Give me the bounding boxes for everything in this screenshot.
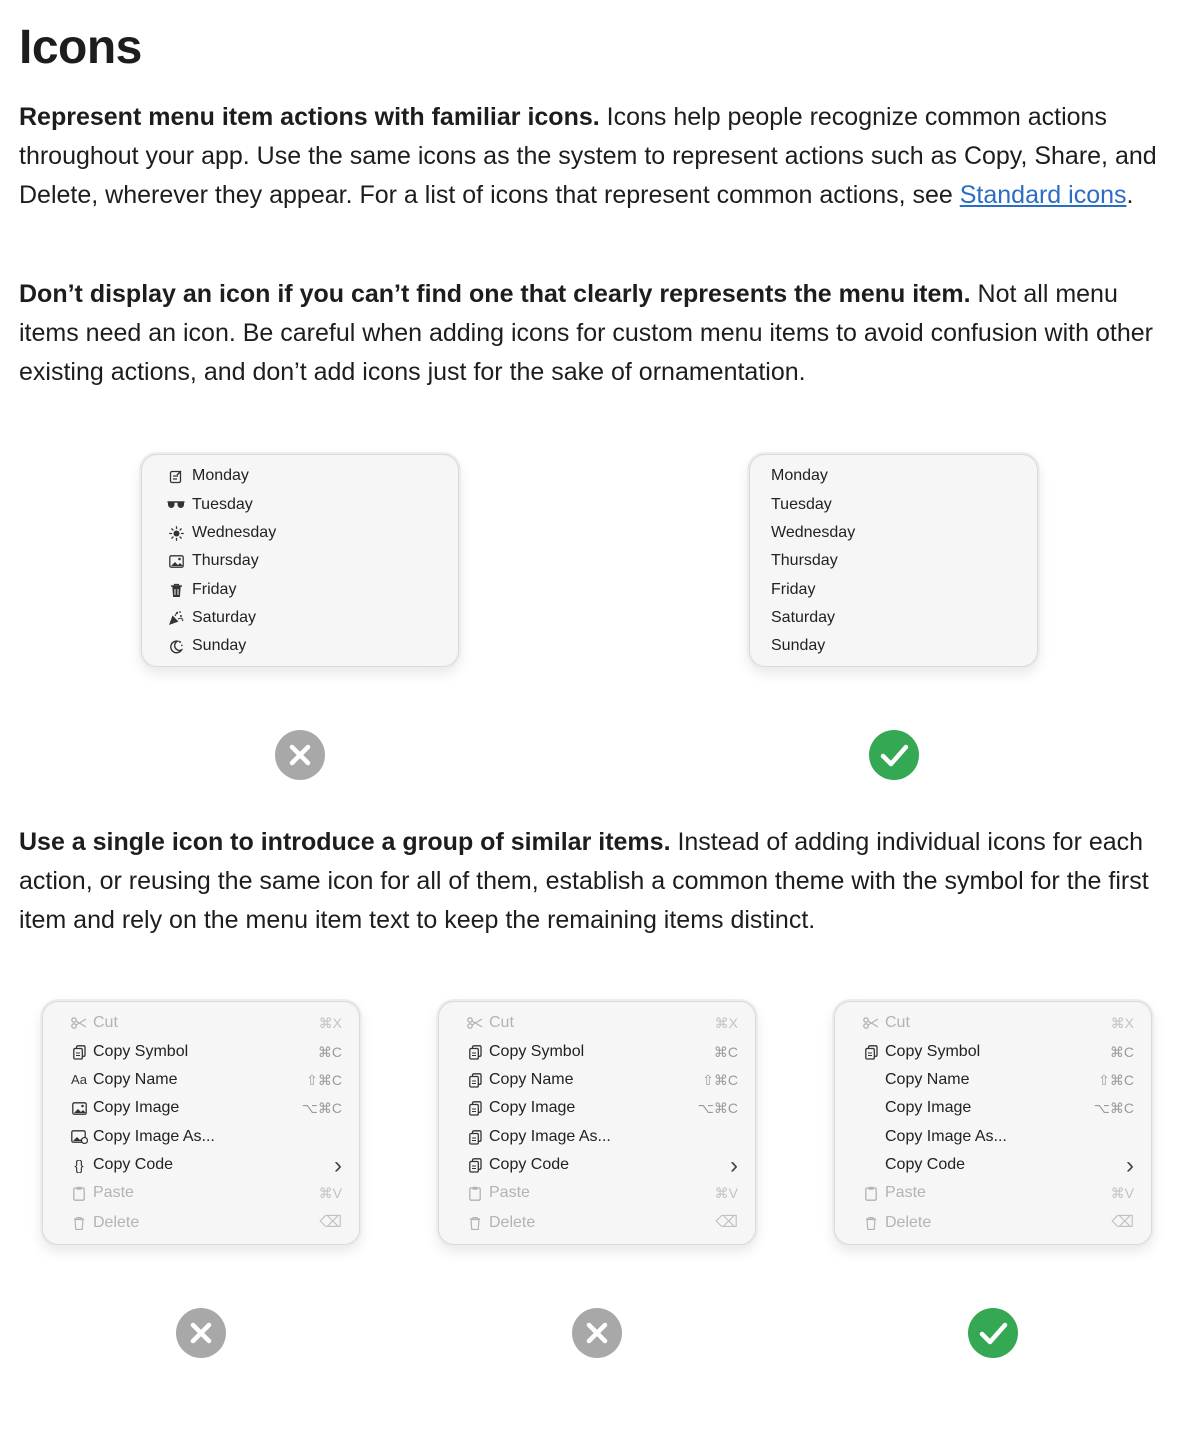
menu-item-label: Saturday [192,609,257,626]
keyboard-shortcut: ⌘V [714,1185,738,1201]
standard-icons-link[interactable]: Standard icons [959,181,1127,209]
menu-item-copy-code[interactable] [439,1151,755,1179]
menu-item-copy-image[interactable] [835,1094,1151,1122]
paragraph-familiar-icons [19,98,1181,215]
menu-item-copy-image-as[interactable] [835,1123,1151,1151]
menu-item-label: Copy Image [489,1099,576,1116]
menu-item-label: Copy Image As... [885,1128,1007,1145]
menu-item-label: Copy Symbol [885,1043,981,1060]
copy-doc-icon [70,1038,88,1066]
menu-item-label: Delete [885,1214,932,1231]
menu-item-paste[interactable] [43,1179,359,1207]
menu-item-label: Friday [771,581,816,598]
menu-item-thursday[interactable] [750,547,1037,575]
menu-item-thursday[interactable] [142,547,458,575]
menu-item-tuesday[interactable] [750,491,1037,519]
menu-item-label: Copy Symbol [93,1043,189,1060]
paragraph-lead: Use a single icon to introduce a group of similar items. [19,828,671,856]
menu-item-label: Copy Image [93,1099,180,1116]
x-mark-icon [176,1308,226,1358]
menu-item-cut[interactable] [43,1009,359,1037]
copy-menu-repeated-icon [438,1001,756,1245]
menu-item-friday[interactable] [750,576,1037,604]
days-menu-with-icons [141,454,459,667]
moon-icon [167,632,185,660]
keyboard-shortcut: ⌥⌘C [301,1100,342,1116]
menu-item-label: Copy Code [885,1156,966,1173]
menu-item-label: Wednesday [192,524,277,541]
trash-icon [466,1209,484,1237]
note-icon [167,462,185,490]
menu-item-copy-name[interactable] [439,1066,755,1094]
paragraph-end: . [1126,181,1134,209]
copy-doc-icon [466,1123,484,1151]
menu-item-wednesday[interactable] [142,519,458,547]
menu-item-copy-symbol[interactable] [835,1038,1151,1066]
menu-item-label: Tuesday [192,496,253,513]
menu-item-copy-image-as[interactable] [439,1123,755,1151]
keyboard-shortcut: ⌥⌘C [1093,1100,1134,1116]
text-aa-icon: Aa [71,1072,87,1087]
scissors-icon [70,1009,88,1037]
menu-item-label: Copy Code [489,1156,570,1173]
menu-item-label: Copy Name [885,1071,970,1088]
menu-item-paste[interactable] [439,1179,755,1207]
scissors-icon [466,1009,484,1037]
page-title: Icons [19,21,142,74]
trash-icon [862,1209,880,1237]
photo-badge-icon [70,1123,88,1151]
paragraph-no-icon [19,275,1181,392]
menu-item-label: Paste [489,1184,530,1201]
checkmark-icon [869,730,919,780]
submenu-chevron-icon: › [334,1152,342,1179]
clipboard-icon [862,1179,880,1207]
menu-item-delete[interactable] [835,1209,1151,1237]
submenu-chevron-icon: › [730,1152,738,1179]
menu-item-label: Delete [93,1214,140,1231]
x-mark-icon [275,730,325,780]
delete-key-shortcut: ⌫ [715,1214,738,1231]
menu-item-paste[interactable] [835,1179,1151,1207]
party-popper-icon [167,604,185,632]
menu-item-label: Friday [192,581,237,598]
paragraph-body: Not all menu items need an icon. Be careful when adding icons for custom menu items to avoid confusion with other existing actions, and don’t add icons just for the sake of ornamentation. [19,280,1153,386]
copy-doc-icon [466,1038,484,1066]
paragraph-lead: Represent menu item actions with familiar icons. [19,103,600,131]
copy-menu-individual-icons [42,1001,360,1245]
menu-item-label: Copy Symbol [489,1043,585,1060]
correct-badge [869,730,919,780]
menu-item-label: Paste [885,1184,926,1201]
submenu-chevron-icon: › [1126,1152,1134,1179]
copy-doc-icon [862,1038,880,1066]
menu-item-label: Saturday [771,609,836,626]
menu-item-label: Paste [93,1184,134,1201]
menu-item-label: Sunday [771,637,826,654]
menu-item-copy-symbol[interactable] [439,1038,755,1066]
menu-item-friday[interactable] [142,576,458,604]
menu-item-monday[interactable] [142,462,458,490]
menu-item-delete[interactable] [439,1209,755,1237]
menu-item-saturday[interactable] [142,604,458,632]
menu-item-label: Copy Name [93,1071,178,1088]
menu-item-copy-code[interactable] [43,1151,359,1179]
menu-item-label: Copy Name [489,1071,574,1088]
menu-item-label: Monday [192,467,249,484]
clipboard-icon [70,1179,88,1207]
trash-icon [167,576,185,604]
menu-item-label: Copy Image As... [93,1128,215,1145]
keyboard-shortcut: ⌘C [1109,1044,1134,1060]
delete-key-shortcut: ⌫ [319,1214,342,1231]
incorrect-badge [275,730,325,780]
menu-item-copy-image[interactable] [43,1094,359,1122]
delete-key-shortcut: ⌫ [1111,1214,1134,1231]
menu-item-label: Wednesday [771,524,856,541]
menu-item-label: Monday [771,467,828,484]
keyboard-shortcut: ⌘X [1110,1015,1134,1031]
keyboard-shortcut: ⇧⌘C [1098,1072,1134,1088]
menu-item-label: Cut [885,1014,910,1031]
menu-item-copy-image-as[interactable] [43,1123,359,1151]
copy-doc-icon [466,1151,484,1179]
paragraph-body: Instead of adding individual icons for each action, or reusing the same icon for all of them, establish a common theme with the symbol for the first item and rely on the menu item text to keep the remaining items distinct. [19,828,1149,934]
keyboard-shortcut: ⇧⌘C [702,1072,738,1088]
keyboard-shortcut: ⌥⌘C [697,1100,738,1116]
keyboard-shortcut: ⌘X [318,1015,342,1031]
clipboard-icon [466,1179,484,1207]
menu-item-tuesday[interactable] [142,491,458,519]
menu-item-sunday[interactable] [750,632,1037,660]
incorrect-badge [572,1308,622,1358]
keyboard-shortcut: ⌘C [317,1044,342,1060]
x-mark-icon [572,1308,622,1358]
keyboard-shortcut: ⌘C [713,1044,738,1060]
menu-item-delete[interactable] [43,1209,359,1237]
menu-item-copy-code[interactable] [835,1151,1151,1179]
menu-item-label: Cut [489,1014,514,1031]
photo-icon [167,547,185,575]
keyboard-shortcut: ⌘V [318,1185,342,1201]
menu-item-label: Copy Image As... [489,1128,611,1145]
menu-item-label: Copy Code [93,1156,174,1173]
copy-doc-icon [466,1094,484,1122]
menu-item-saturday[interactable] [750,604,1037,632]
sunglasses-icon [167,491,185,519]
braces-icon: {} [74,1157,84,1173]
scissors-icon [862,1009,880,1037]
keyboard-shortcut: ⇧⌘C [306,1072,342,1088]
keyboard-shortcut: ⌘V [1110,1185,1134,1201]
menu-item-copy-name[interactable] [43,1066,359,1094]
paragraph-lead: Don’t display an icon if you can’t find one that clearly represents the menu item. [19,280,971,308]
checkmark-icon [968,1308,1018,1358]
menu-item-wednesday[interactable] [750,519,1037,547]
copy-doc-icon [466,1066,484,1094]
menu-item-copy-name[interactable] [835,1066,1151,1094]
menu-item-label: Tuesday [771,496,832,513]
menu-item-copy-image[interactable] [439,1094,755,1122]
menu-item-monday[interactable] [750,462,1037,490]
menu-item-label: Thursday [192,552,259,569]
menu-item-copy-symbol[interactable] [43,1038,359,1066]
sun-icon [167,519,185,547]
copy-menu-first-item-icon [834,1001,1152,1245]
days-menu-without-icons [749,454,1038,667]
paragraph-body: Icons help people recognize common actions throughout your app. Use the same icons as the system to represent actions such as Copy, Share, and Delete, wherever they appear. For a list of icons that represent common actions, see [19,103,1157,209]
menu-item-cut[interactable] [439,1009,755,1037]
menu-item-label: Cut [93,1014,118,1031]
keyboard-shortcut: ⌘X [714,1015,738,1031]
paragraph-single-icon [19,823,1181,940]
menu-item-label: Thursday [771,552,838,569]
correct-badge [968,1308,1018,1358]
menu-item-sunday[interactable] [142,632,458,660]
menu-item-label: Copy Image [885,1099,972,1116]
photo-icon [70,1094,88,1122]
menu-item-label: Sunday [192,637,247,654]
menu-item-cut[interactable] [835,1009,1151,1037]
trash-icon [70,1209,88,1237]
menu-item-label: Delete [489,1214,536,1231]
incorrect-badge [176,1308,226,1358]
